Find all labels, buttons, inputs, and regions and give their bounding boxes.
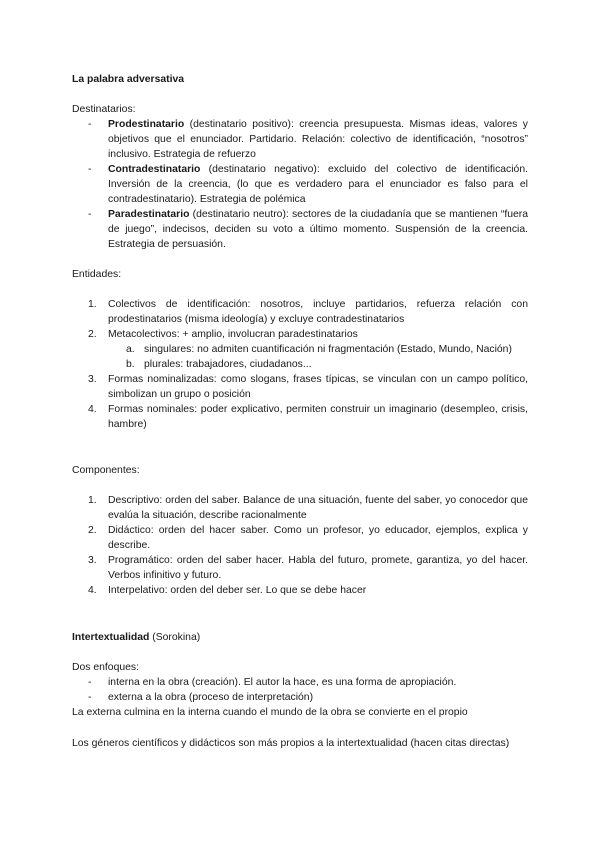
term: Paradestinatario bbox=[108, 209, 190, 220]
term: Prodestinatario bbox=[108, 119, 185, 130]
number-marker: 4. bbox=[88, 404, 97, 415]
sub-list-item: a. singulares: no admiten cuantificación ni fragmentación (Estado, Mundo, Nación) bbox=[126, 344, 512, 355]
term-description: (destinatario neutro): sectores de la ciudadanía que se mantienen “fuera de juego”, indecisos, deciden su voto a último momento. Suspensión de la creencia. Estrategia de persuasión. bbox=[108, 209, 528, 250]
letter-marker: b. bbox=[126, 359, 135, 370]
term-description: (destinatario negativo): excluido del colectivo de identificación. Inversión de la creencia, (lo que es verdadero para el enunciador es falso para el contradestinatario). Estrategia de polémica bbox=[108, 164, 528, 205]
number-marker: 2. bbox=[88, 329, 97, 340]
dash-marker: - bbox=[88, 692, 92, 703]
list-item bbox=[72, 207, 528, 252]
paragraph: Los géneros científicos y didácticos son más propios a la intertextualidad (hacen citas directas) bbox=[72, 738, 510, 749]
dash-marker: - bbox=[88, 119, 92, 130]
number-marker: 3. bbox=[88, 555, 97, 566]
dash-marker: - bbox=[88, 164, 92, 175]
document-title: La palabra adversativa bbox=[72, 74, 185, 85]
dash-marker: - bbox=[88, 677, 92, 688]
list-item: 1. Colectivos de identificación: nosotros, incluye partidarios, refuerza relación con prodestinatarios (misma ideología) y excluye contradestinatarios bbox=[88, 299, 528, 325]
section-enfoques bbox=[72, 660, 528, 720]
list-item: 2. Metacolectivos: + amplio, involucran paradestinatarios bbox=[88, 329, 358, 340]
entidades-heading: Entidades: bbox=[72, 269, 122, 280]
list-item: 1. Descriptivo: orden del saber. Balance de una situación, fuente del saber, yo conocedor que evalúa la situación, describe racionalmente bbox=[88, 495, 528, 521]
section-componentes bbox=[72, 463, 528, 598]
list-item: 2. Didáctico: orden del hacer saber. Como un profesor, yo educador, ejemplos, explica y describe. bbox=[88, 525, 528, 551]
number-marker: 1. bbox=[88, 299, 97, 310]
number-marker: 4. bbox=[88, 585, 97, 596]
number-marker: 2. bbox=[88, 525, 97, 536]
term-description: (destinatario positivo): creencia presupuesta. Mismas ideas, valores y objetivos que el enunciador. Partidario. Relación: colectivo de identificación, “nosotros” inclusivo. Estrategia de refuerzo bbox=[108, 119, 528, 160]
list-item: - interna en la obra (creación). El autor la hace, es una forma de apropiación. bbox=[88, 677, 457, 688]
section-destinatarios bbox=[72, 102, 528, 252]
dash-marker: - bbox=[88, 209, 92, 220]
sub-list-item: b. plurales: trabajadores, ciudadanos... bbox=[126, 359, 312, 370]
term: Contradestinatario bbox=[108, 164, 201, 175]
componentes-heading: Componentes: bbox=[72, 465, 140, 476]
list-item: - externa a la obra (proceso de interpretación) bbox=[88, 692, 314, 703]
section-entidades bbox=[72, 267, 528, 432]
number-marker: 1. bbox=[88, 495, 97, 506]
destinatarios-heading: Destinatarios: bbox=[72, 104, 136, 115]
list-item: 4. Interpelativo: orden del deber ser. Lo que se debe hacer bbox=[88, 585, 367, 596]
letter-marker: a. bbox=[126, 344, 135, 355]
intertextualidad-title: Intertextualidad (Sorokina) bbox=[72, 632, 201, 643]
list-item bbox=[72, 162, 528, 207]
number-marker: 3. bbox=[88, 374, 97, 385]
list-item: 3. Programático: orden del saber hacer. Habla del futuro, promete, garantiza, yo del hacer. Verbos infinitivo y futuro. bbox=[88, 555, 528, 581]
paragraph: La externa culmina en la interna cuando el mundo de la obra se convierte en el propio bbox=[72, 707, 468, 718]
list-item: 3. Formas nominalizadas: como slogans, frases típicas, se vinculan con un campo político, simbolizan un grupo o posición bbox=[88, 374, 528, 400]
enfoques-heading: Dos enfoques: bbox=[72, 662, 140, 673]
list-item: 4. Formas nominales: poder explicativo, permiten construir un imaginario (desempleo, crisis, hambre) bbox=[88, 404, 528, 430]
list-item bbox=[72, 117, 528, 162]
